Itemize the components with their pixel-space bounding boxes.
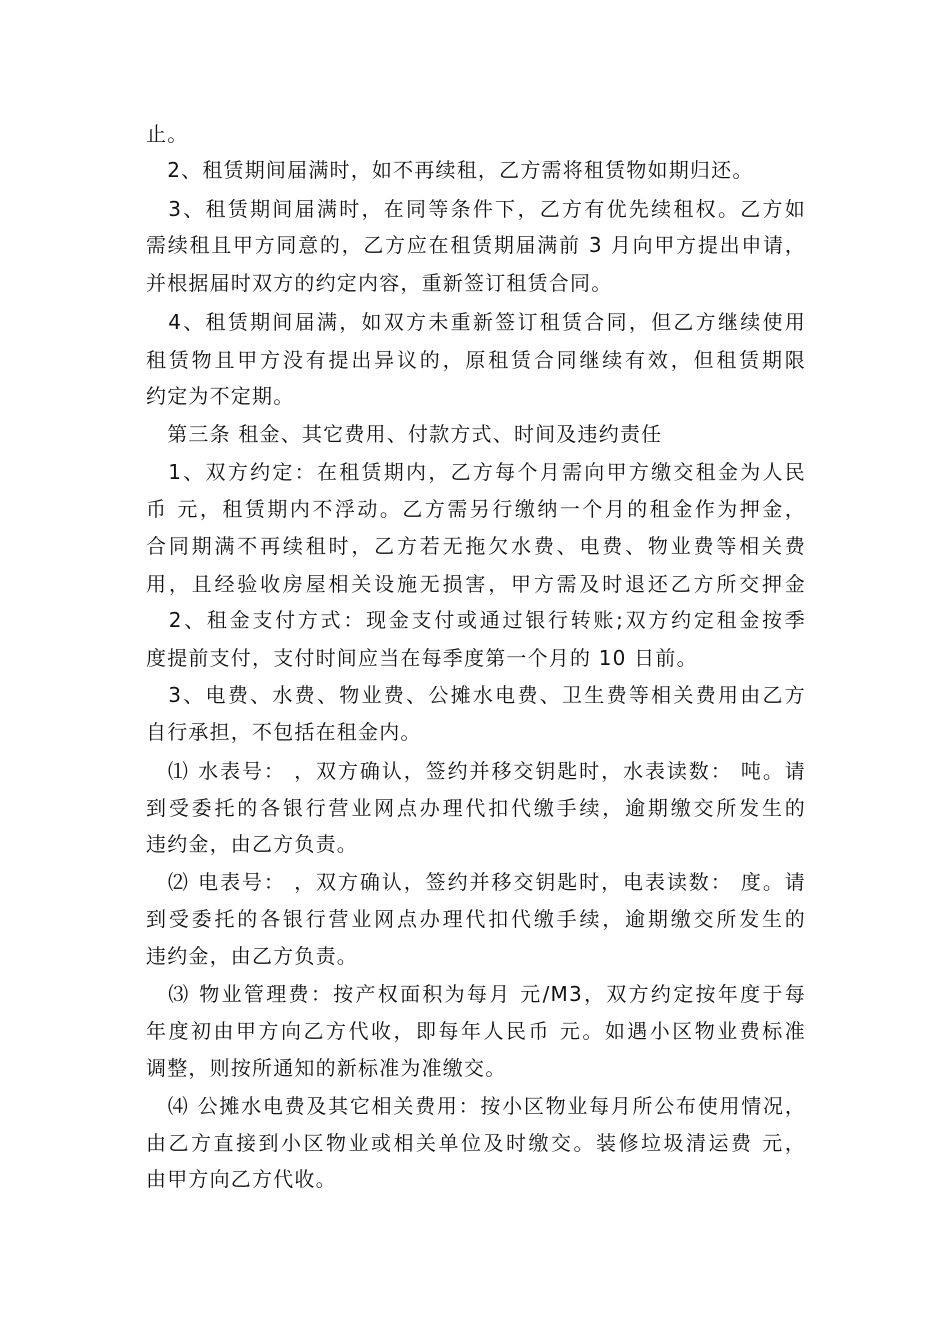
text-line: 需续租且甲方同意的，乙方应在租赁期届满前 3 月向甲方提出申请， xyxy=(146,233,806,257)
text-line: 合同期满不再续租时，乙方若无拖欠水费、电费、物业费等相关费 xyxy=(146,534,806,558)
text-line: ⑴ 水表号： ，双方确认，签约并移交钥匙时，水表读数： 吨。请 xyxy=(146,759,806,783)
text-line: 2、租金支付方式：现金支付或通过银行转账;双方约定租金按季 xyxy=(146,608,806,632)
text-line: 到受委托的各银行营业网点办理代扣代缴手续，逾期缴交所发生的 xyxy=(146,907,806,931)
text-line: 度提前支付，支付时间应当在每季度第一个月的 10 日前。 xyxy=(146,646,698,670)
text-line: ⑷ 公摊水电费及其它相关费用：按小区物业每月所公布使用情况， xyxy=(146,1094,806,1118)
text-line: 约定为不定期。 xyxy=(146,384,295,408)
text-line: 租赁物且甲方没有提出异议的，原租赁合同继续有效，但租赁期限 xyxy=(146,348,806,372)
text-line: 并根据届时双方的约定内容，重新签订租赁合同。 xyxy=(146,271,613,295)
text-line: ⑵ 电表号： ，双方确认，签约并移交钥匙时，电表读数： 度。请 xyxy=(146,870,806,894)
text-line: 由甲方向乙方代收。 xyxy=(146,1167,337,1191)
text-line: ⑶ 物业管理费：按产权面积为每月 元/M3，双方约定按年度于每 xyxy=(146,982,806,1006)
text-line: 违约金，由乙方负责。 xyxy=(146,944,358,968)
text-line: 用，且经验收房屋相关设施无损害，甲方需及时退还乙方所交押金 xyxy=(146,572,806,596)
text-line: 止。 xyxy=(146,122,189,146)
text-line: 币 元，租赁期内不浮动。乙方需另行缴纳一个月的租金作为押金， xyxy=(146,497,806,521)
text-line: 自行承担，不包括在租金内。 xyxy=(146,720,422,744)
text-line: 4、租赁期间届满，如双方未重新签订租赁合同，但乙方继续使用 xyxy=(146,310,806,334)
text-line: 由乙方直接到小区物业或相关单位及时缴交。装修垃圾清运费 元， xyxy=(146,1131,806,1155)
text-line: 违约金，由乙方负责。 xyxy=(146,832,358,856)
text-line: 1、双方约定：在租赁期内，乙方每个月需向甲方缴交租金为人民 xyxy=(146,460,806,484)
text-line: 3、电费、水费、物业费、公摊水电费、卫生费等相关费用由乙方 xyxy=(146,683,806,707)
text-line: 3、租赁期间届满时，在同等条件下，乙方有优先续租权。乙方如 xyxy=(146,197,806,221)
text-line: 到受委托的各银行营业网点办理代扣代缴手续，逾期缴交所发生的 xyxy=(146,796,806,820)
section-heading: 第三条 租金、其它费用、付款方式、时间及违约责任 xyxy=(146,422,663,446)
text-line: 调整，则按所通知的新标准为准缴交。 xyxy=(146,1056,507,1080)
text-line: 2、租赁期间届满时，如不再续租，乙方需将租赁物如期归还。 xyxy=(146,158,754,182)
text-line: 年度初由甲方向乙方代收，即每年人民币 元。如遇小区物业费标准 xyxy=(146,1019,806,1043)
